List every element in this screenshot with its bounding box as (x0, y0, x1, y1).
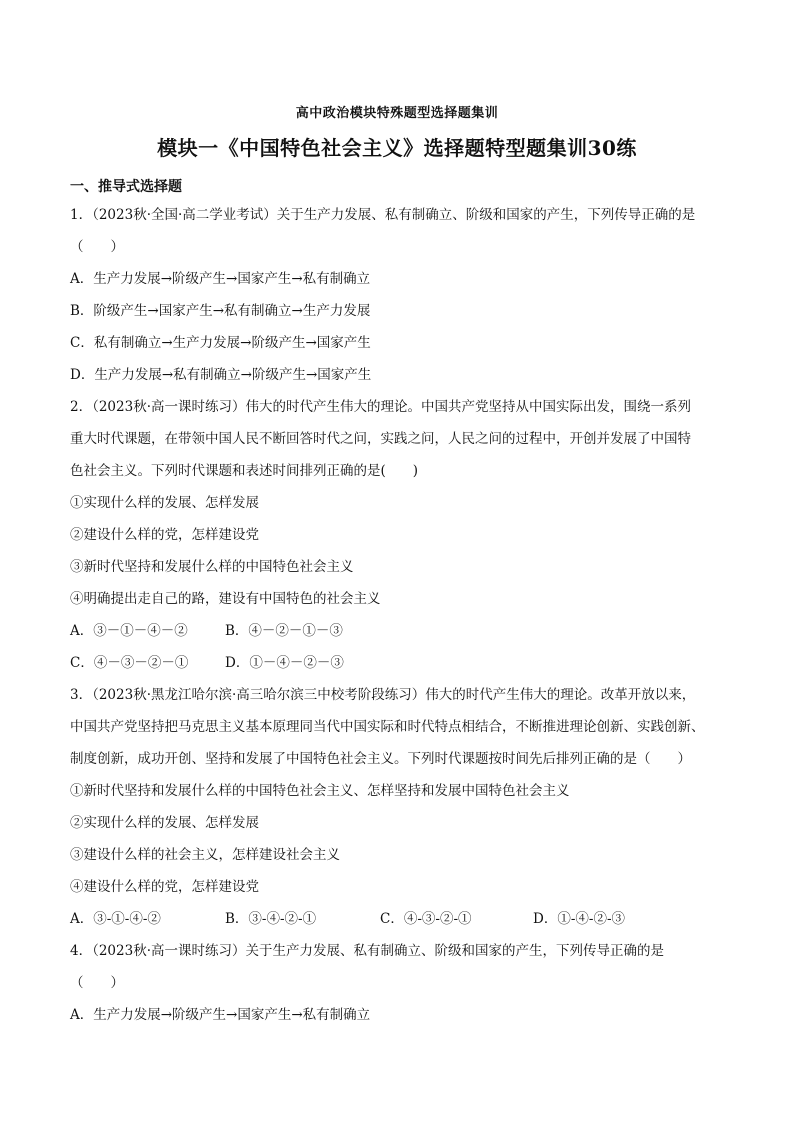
q2-statement-4: ④明确提出走自己的路，建设有中国特色的社会主义 (70, 591, 381, 607)
q1-option-d: D．生产力发展→私有制确立→阶级产生→国家产生 (70, 367, 372, 383)
q3-stem-line-2: 中国共产党坚持把马克思主义基本原理同当代中国实际和时代特点相结合，不断推进理论创新、实践创新、 (70, 719, 705, 735)
q2-statement-2: ②建设什么样的党，怎样建设党 (70, 527, 259, 543)
q2-option-a: A．③－①－④－② (70, 623, 188, 639)
q3-statement-3: ③建设什么样的社会主义，怎样建设社会主义 (70, 847, 340, 863)
q3-statement-2: ②实现什么样的发展、怎样发展 (70, 815, 259, 831)
q1-stem-line-2: （ ） (70, 239, 124, 255)
q2-stem-line-1: 2．（2023秋·高一课时练习）伟大的时代产生伟大的理论。中国共产党坚持从中国实际出发，围绕一系列 (70, 399, 691, 415)
q4-stem-line-2: （ ） (70, 975, 124, 991)
q1-stem-line-1: 1．（2023秋·全国·高二学业考试）关于生产力发展、私有制确立、阶级和国家的产生，下列传导正确的是 (70, 207, 696, 223)
q3-option-c: C．④-③-②-① (380, 911, 472, 927)
q2-option-c: C．④－③－②－① (70, 655, 189, 671)
document-title: 模块一《中国特色社会主义》选择题特型题集训30练 (157, 136, 637, 160)
section-heading: 一、推导式选择题 (70, 179, 182, 195)
q3-statement-1: ①新时代坚持和发展什么样的中国特色社会主义、怎样坚持和发展中国特色社会主义 (70, 783, 570, 799)
q1-option-c: C．私有制确立→生产力发展→阶级产生→国家产生 (70, 335, 371, 351)
q3-statement-4: ④建设什么样的党，怎样建设党 (70, 879, 259, 895)
document-header: 高中政治模块特殊题型选择题集训 (295, 106, 499, 121)
q2-option-b: B．④－②－①－③ (225, 623, 343, 639)
q3-option-b: B．③-④-②-① (225, 911, 317, 927)
q3-option-d: D．①-④-②-③ (533, 911, 626, 927)
q4-option-a: A．生产力发展→阶级产生→国家产生→私有制确立 (70, 1007, 371, 1023)
q2-statement-3: ③新时代坚持和发展什么样的中国特色社会主义 (70, 559, 354, 575)
q2-statement-1: ①实现什么样的发展、怎样发展 (70, 495, 259, 511)
q2-stem-line-3: 色社会主义。下列时代课题和表述时间排列正确的是( ) (70, 463, 419, 479)
q3-stem-line-3: 制度创新，成功开创、坚持和发展了中国特色社会主义。下列时代课题按时间先后排列正确的是（ ） (70, 751, 691, 767)
q1-option-b: B．阶级产生→国家产生→私有制确立→生产力发展 (70, 303, 371, 319)
q2-stem-line-2: 重大时代课题，在带领中国人民不断回答时代之问，实践之问，人民之问的过程中，开创并发展了中国特 (70, 431, 691, 447)
q3-stem-line-1: 3．（2023秋·黑龙江哈尔滨·高三哈尔滨三中校考阶段练习）伟大的时代产生伟大的理论。改革开放以来， (70, 687, 696, 703)
q3-option-a: A．③-①-④-② (70, 911, 161, 927)
q1-option-a: A．生产力发展→阶级产生→国家产生→私有制确立 (70, 271, 371, 287)
q4-stem-line-1: 4．（2023秋·高一课时练习）关于生产力发展、私有制确立、阶级和国家的产生，下列传导正确的是 (70, 943, 664, 959)
q2-option-d: D．①－④－②－③ (225, 655, 344, 671)
